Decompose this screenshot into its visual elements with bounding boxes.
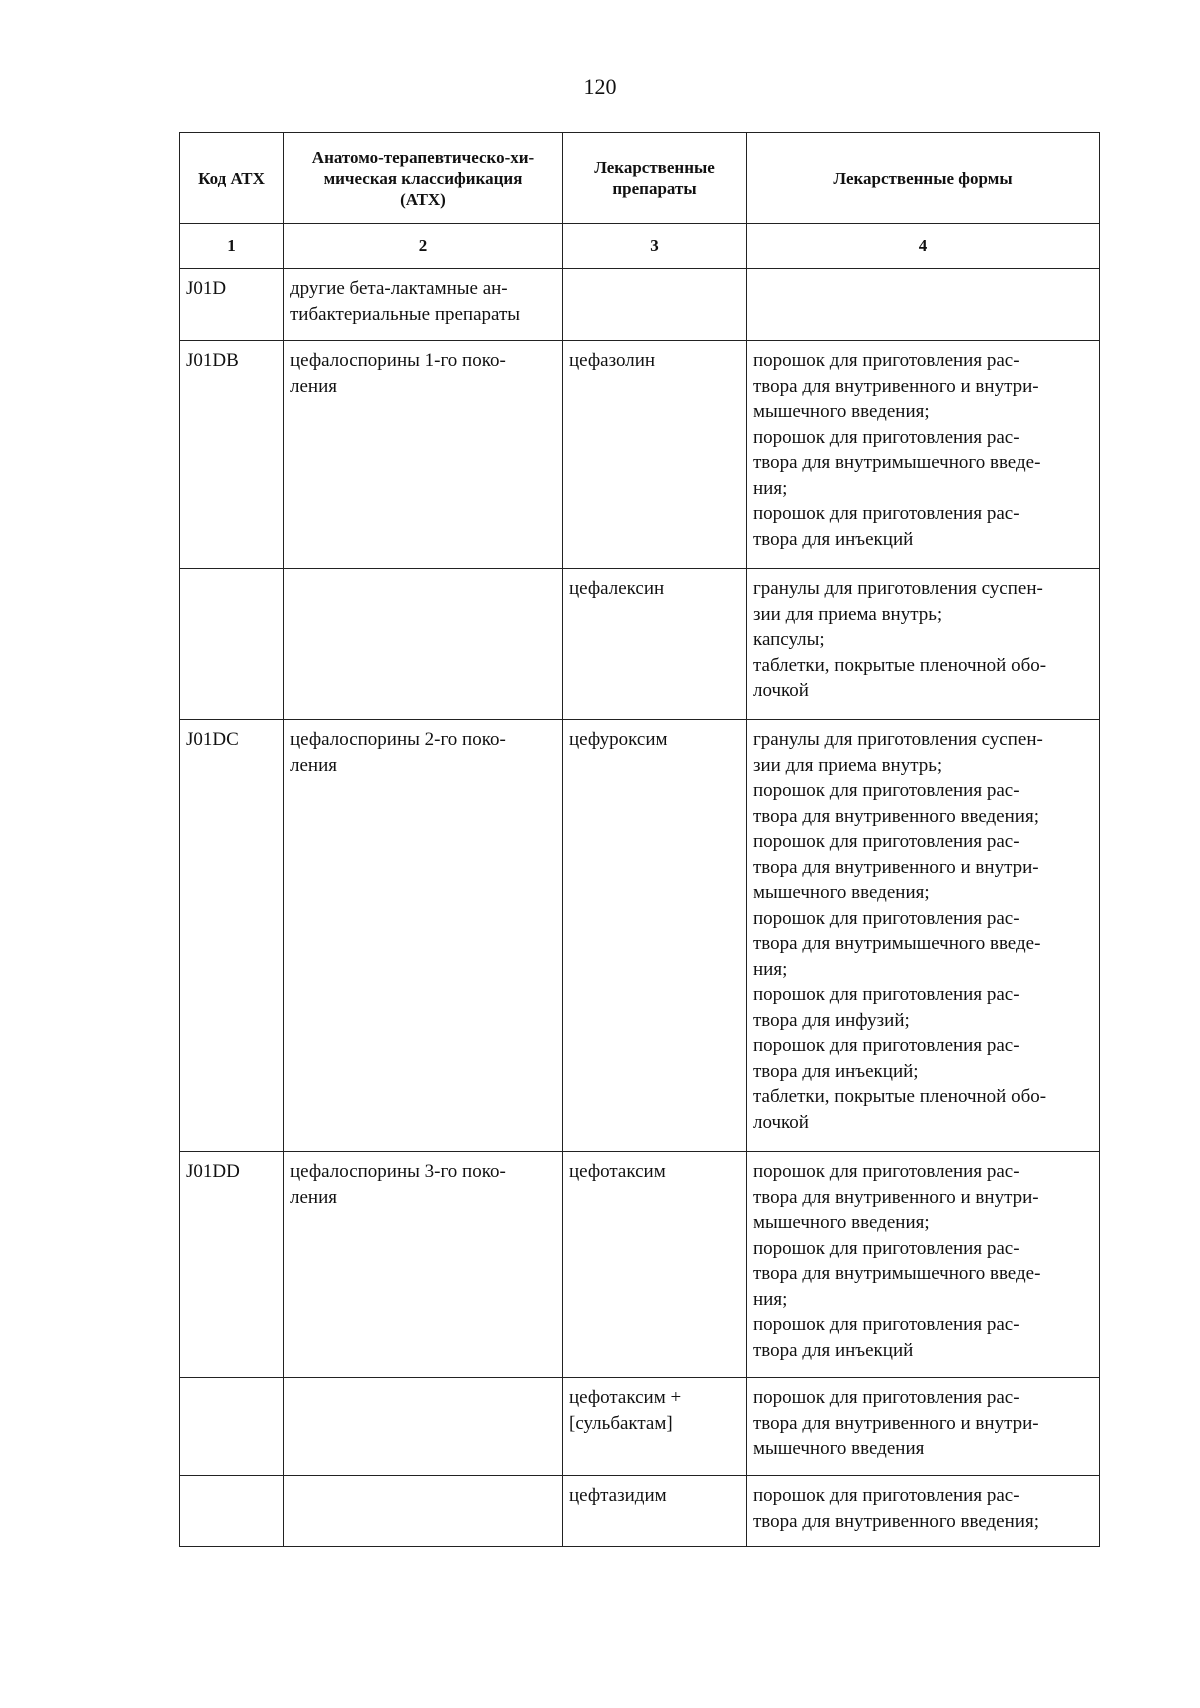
cell-text-line: твора для внутримышечного введе- <box>753 452 1041 473</box>
atc-code-cell <box>180 1378 284 1476</box>
cell-text-line: твора для инъекций; <box>753 1060 919 1082</box>
cell-text-line: мышечного введения; <box>753 401 930 422</box>
cell-text-line: цефотаксим + <box>569 1387 682 1408</box>
column-number-row <box>180 224 1100 269</box>
column-number: 4 <box>747 224 1100 269</box>
cell-text-line: порошок для приготовления рас- <box>753 1161 1020 1182</box>
cell-text-line: цефалоспорины 3-го поко- <box>290 1161 506 1182</box>
drug-cell <box>563 1378 747 1476</box>
cell-text-line: порошок для приготовления рас- <box>753 984 1020 1005</box>
table-row <box>180 341 1100 569</box>
table-row <box>180 569 1100 720</box>
cell-text-line: цефотаксим <box>569 1161 666 1182</box>
header-classification <box>284 133 563 224</box>
cell-text-line: зии для приема внутрь; <box>753 603 943 625</box>
atc-code-cell <box>180 569 284 720</box>
header-line: Лекарственные <box>594 158 715 177</box>
header-line: Лекарственные формы <box>833 168 1013 188</box>
header-line: Анатомо-терапевтическо-хи- <box>311 147 535 167</box>
forms-cell <box>747 1476 1100 1547</box>
header-drugs <box>563 133 747 224</box>
header-atc-code <box>180 133 284 224</box>
cell-text-line: ления <box>290 375 337 397</box>
table-row <box>180 1378 1100 1476</box>
classification-cell <box>284 1378 563 1476</box>
cell-text-line: мышечного введения; <box>753 882 930 903</box>
drug-cell <box>563 720 747 1152</box>
column-number: 1 <box>180 224 284 269</box>
cell-text-line: порошок для приготовления рас- <box>753 1314 1020 1335</box>
table-header-row <box>180 133 1100 224</box>
cell-text-line: твора для внутримышечного введе- <box>753 1263 1041 1284</box>
column-number: 3 <box>563 224 747 269</box>
drug-cell <box>563 341 747 569</box>
cell-text-line: твора для внутривенного и внутри- <box>753 1412 1039 1434</box>
forms-cell <box>747 569 1100 720</box>
classification-cell <box>284 269 563 341</box>
cell-text-line: гранулы для приготовления суспен- <box>753 578 1043 599</box>
classification-cell <box>284 720 563 1152</box>
cell-text-line: порошок для приготовления рас- <box>753 907 1020 929</box>
cell-text-line: гранулы для приготовления суспен- <box>753 729 1043 750</box>
cell-text-line: лочкой <box>753 1111 809 1133</box>
cell-text-line: ния; <box>753 477 788 499</box>
drug-cell <box>563 569 747 720</box>
cell-text-line: твора для внутривенного введения; <box>753 805 1039 827</box>
cell-text-line: твора для внутримышечного введе- <box>753 933 1041 954</box>
cell-text-line: мышечного введения <box>753 1438 925 1459</box>
atc-code-cell: J01DD <box>180 1152 284 1378</box>
forms-cell <box>747 1378 1100 1476</box>
classification-cell <box>284 1152 563 1378</box>
cell-text-line: цефалексин <box>569 578 665 599</box>
atc-code-cell: J01D <box>180 269 284 341</box>
page-number: 120 <box>583 74 617 99</box>
cell-text-line: цефазолин <box>569 350 656 371</box>
drug-cell <box>563 269 747 341</box>
atc-drug-table <box>179 132 1100 1547</box>
cell-text-line: лочкой <box>753 680 809 701</box>
cell-text-line: мышечного введения; <box>753 1212 930 1233</box>
atc-code-cell: J01DC <box>180 720 284 1152</box>
cell-text-line: порошок для приготовления рас- <box>753 780 1020 801</box>
cell-text-line: ния; <box>753 958 788 980</box>
forms-cell <box>747 269 1100 341</box>
cell-text-line: твора для внутривенного и внутри- <box>753 375 1039 397</box>
forms-cell <box>747 1152 1100 1378</box>
cell-text-line: твора для инъекций <box>753 528 914 550</box>
drug-cell <box>563 1152 747 1378</box>
cell-text-line: ления <box>290 754 337 776</box>
cell-text-line: твора для внутривенного введения; <box>753 1510 1039 1532</box>
cell-text-line: таблетки, покрытые пленочной обо- <box>753 1086 1047 1107</box>
cell-text-line: порошок для приготовления рас- <box>753 1035 1020 1056</box>
cell-text-line: порошок для приготовления рас- <box>753 350 1020 371</box>
classification-cell <box>284 569 563 720</box>
cell-text-line: порошок для приготовления рас- <box>753 503 1020 524</box>
classification-cell <box>284 341 563 569</box>
header-forms <box>747 133 1100 224</box>
forms-cell <box>747 720 1100 1152</box>
atc-code-cell <box>180 1476 284 1547</box>
cell-text-line: порошок для приготовления рас- <box>753 1485 1020 1506</box>
cell-text-line: твора для внутривенного и внутри- <box>753 856 1039 878</box>
column-number: 2 <box>284 224 563 269</box>
forms-cell <box>747 341 1100 569</box>
header-line: препараты <box>612 179 697 198</box>
table-row <box>180 1476 1100 1547</box>
cell-text-line: зии для приема внутрь; <box>753 754 943 776</box>
table-row <box>180 720 1100 1152</box>
header-line: Код АТХ <box>198 168 265 188</box>
cell-text-line: капсулы; <box>753 629 825 650</box>
header-line: (АТХ) <box>400 189 446 209</box>
classification-cell <box>284 1476 563 1547</box>
table-row <box>180 1152 1100 1378</box>
cell-text-line: таблетки, покрытые пленочной обо- <box>753 654 1047 676</box>
header-line: мическая классификация <box>323 168 523 188</box>
cell-text-line: твора для инъекций <box>753 1339 914 1361</box>
cell-text-line: ния; <box>753 1288 788 1310</box>
cell-text-line: порошок для приготовления рас- <box>753 831 1020 852</box>
cell-text-line: [сульбактам] <box>569 1412 673 1434</box>
cell-text-line: порошок для приготовления рас- <box>753 1237 1020 1259</box>
cell-text-line: твора для внутривенного и внутри- <box>753 1186 1039 1208</box>
cell-text-line: порошок для приготовления рас- <box>753 1387 1020 1408</box>
cell-text-line: твора для инфузий; <box>753 1009 910 1031</box>
drug-cell <box>563 1476 747 1547</box>
cell-text-line: ления <box>290 1186 337 1208</box>
atc-code-cell: J01DB <box>180 341 284 569</box>
cell-text-line: цефуроксим <box>569 729 668 750</box>
cell-text-line: цефалоспорины 2-го поко- <box>290 729 506 750</box>
cell-text-line: цефалоспорины 1-го поко- <box>290 350 506 371</box>
table-row <box>180 269 1100 341</box>
cell-text-line: цефтазидим <box>569 1485 667 1506</box>
cell-text-line: порошок для приготовления рас- <box>753 426 1020 448</box>
cell-text-line: другие бета-лактамные ан- <box>290 278 508 299</box>
cell-text-line: тибактериальные препараты <box>290 303 521 325</box>
